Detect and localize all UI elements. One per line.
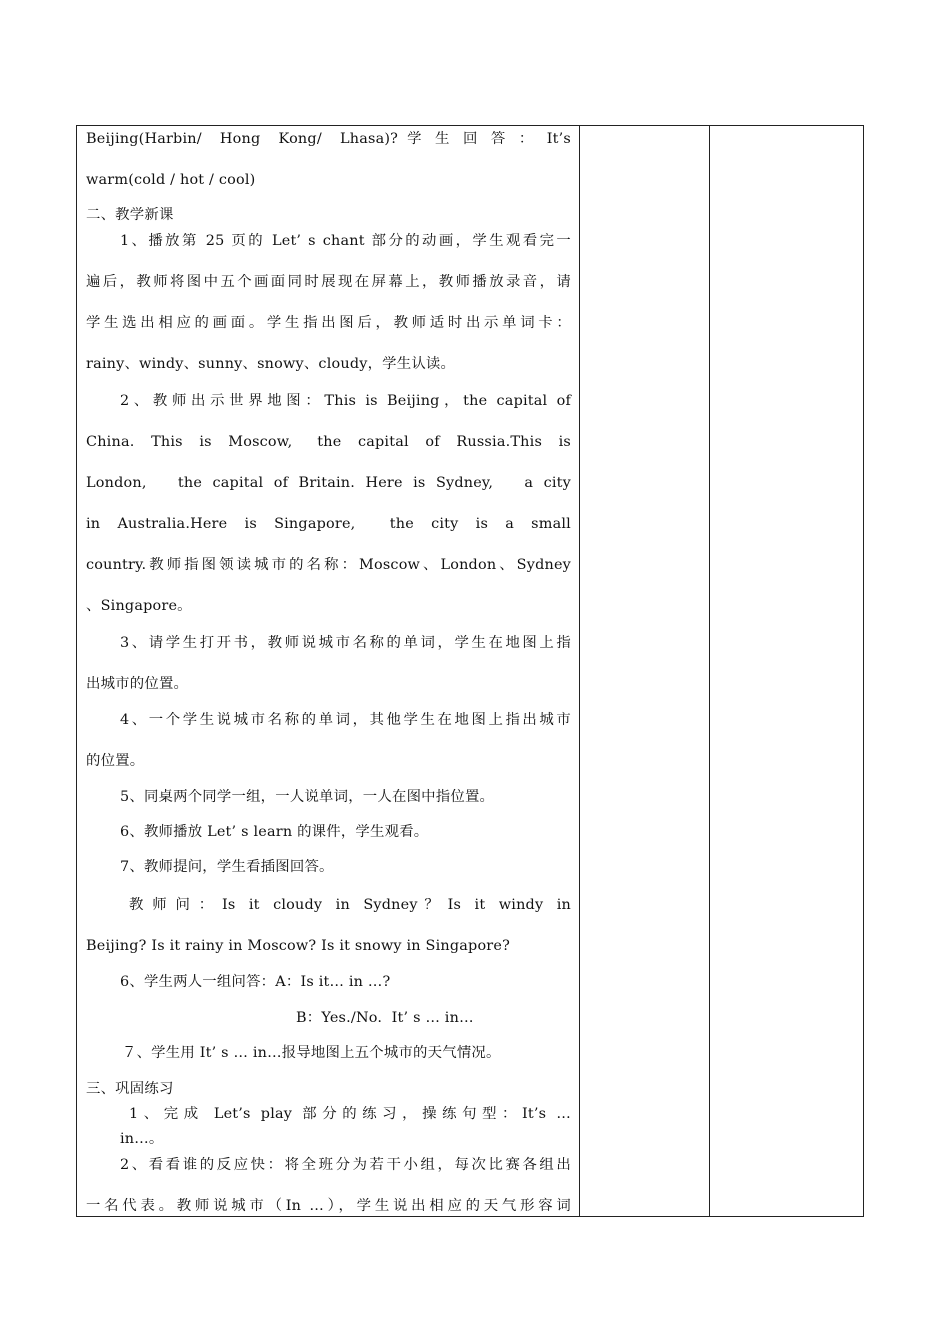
text-line: Beijing? Is it rainy in Moscow? Is it snowy in Singapore? — [86, 938, 511, 954]
text-line: rainy、windy、sunny、snowy、cloudy，学生认读。 — [86, 356, 456, 372]
lesson-plan-table — [76, 125, 864, 1217]
text-line: 1、完成 Let’s play 部分的练习，操练句型：It’s … — [129, 1106, 571, 1122]
text-line: 6、学生两人一组问答：A：Is it… in …? — [120, 974, 391, 990]
text-line: warm(cold / hot / cool) — [86, 172, 256, 188]
section-heading: 三、巩固练习 — [86, 1081, 174, 1097]
text-line: 一名代表。教师说城市（In …），学生说出相应的天气形容词 — [86, 1198, 571, 1214]
section-heading: 二、教学新课 — [86, 207, 174, 223]
text-line: in…。 — [120, 1131, 164, 1147]
text-line: 4、一个学生说城市名称的单词，其他学生在地图上指出城市 — [120, 712, 571, 728]
text-line: 学生选出相应的画面。学生指出图后，教师适时出示单词卡： — [86, 315, 571, 331]
text-line: in Australia.Here is Singapore, the city is a small — [86, 516, 571, 532]
empty-cell-middle — [580, 126, 709, 1216]
text-line: ７、学生用 It’ s … in…报导地图上五个城市的天气情况。 — [122, 1045, 501, 1061]
teaching-procedure-cell — [77, 126, 579, 1216]
text-line: B：Yes./No. It’ s … in… — [296, 1010, 474, 1026]
text-line: Beijing(Harbin/ Hong Kong/ Lhasa)? 学 生 回 答 ： It’s — [86, 131, 571, 147]
text-line: 、Singapore。 — [86, 598, 192, 614]
text-line: 3、请学生打开书，教师说城市名称的单词，学生在地图上指 — [120, 635, 571, 651]
text-line: 5、同桌两个同学一组，一人说单词，一人在图中指位置。 — [120, 789, 495, 805]
text-line: 出城市的位置。 — [86, 676, 189, 692]
text-line: London, the capital of Britain. Here is Sydney, a city — [86, 475, 571, 491]
text-line: China. This is Moscow, the capital of Russia.This is — [86, 434, 571, 450]
text-line: 遍后，教师将图中五个画面同时展现在屏幕上，教师播放录音，请 — [86, 274, 571, 290]
text-line: 2、教师出示世界地图：This is Beijing，the capital of — [120, 393, 571, 409]
text-line: 教 师 问 ： Is it cloudy in Sydney ？ Is it windy in — [129, 897, 571, 913]
text-line: 2、看看谁的反应快：将全班分为若干小组，每次比赛各组出 — [120, 1157, 571, 1173]
text-line: country.教师指图领读城市的名称：Moscow、London、Sydney — [86, 557, 571, 573]
text-line: 的位置。 — [86, 753, 145, 769]
text-line: 7、教师提问，学生看插图回答。 — [120, 859, 334, 875]
text-line: 6、教师播放 Let’ s learn 的课件，学生观看。 — [120, 824, 429, 840]
empty-cell-right — [710, 126, 863, 1216]
text-line: 1、播放第 25 页的 Let’ s chant 部分的动画，学生观看完一 — [120, 233, 571, 249]
